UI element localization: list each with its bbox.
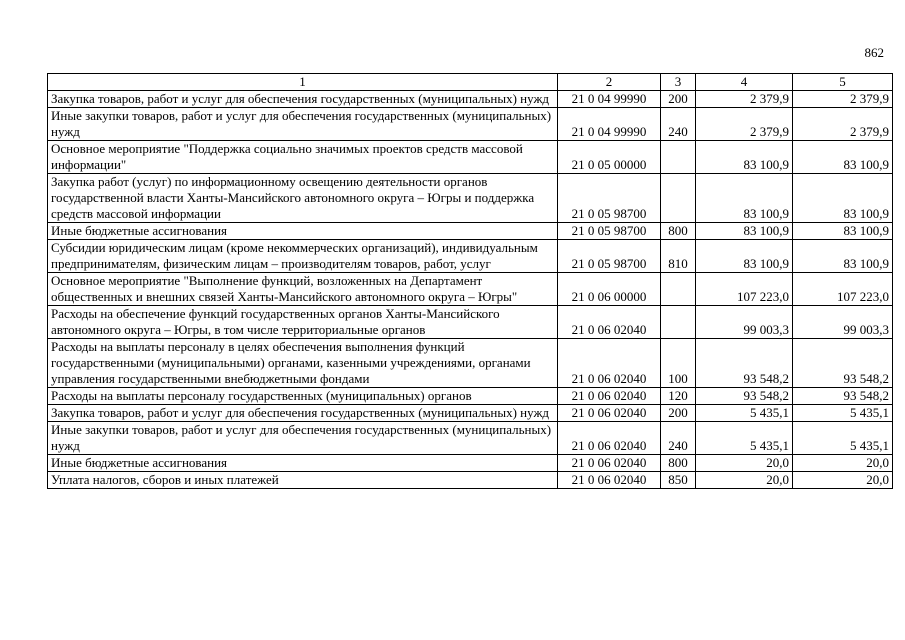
row-sum-col5: 2 379,9 [793, 108, 893, 141]
row-name: Иные закупки товаров, работ и услуг для обеспечения государственных (муниципальных) нужд [48, 108, 558, 141]
row-code: 21 0 06 02040 [558, 388, 661, 405]
row-code: 21 0 04 99990 [558, 108, 661, 141]
row-sum-col5: 83 100,9 [793, 141, 893, 174]
row-code: 21 0 06 00000 [558, 273, 661, 306]
row-code: 21 0 05 98700 [558, 223, 661, 240]
row-expense-type [661, 174, 696, 223]
row-code: 21 0 06 02040 [558, 455, 661, 472]
row-expense-type: 200 [661, 405, 696, 422]
row-name: Уплата налогов, сборов и иных платежей [48, 472, 558, 489]
row-code: 21 0 06 02040 [558, 472, 661, 489]
row-expense-type: 810 [661, 240, 696, 273]
row-name: Закупка работ (услуг) по информационному освещению деятельности органов государственной власти Ханты-Мансийского автономного округа – Югры и поддержка средств массовой информации [48, 174, 558, 223]
row-expense-type: 100 [661, 339, 696, 388]
row-expense-type: 240 [661, 422, 696, 455]
row-expense-type [661, 273, 696, 306]
row-sum-col4: 5 435,1 [696, 405, 793, 422]
row-name: Основное мероприятие "Поддержка социально значимых проектов средств массовой информации" [48, 141, 558, 174]
row-expense-type [661, 306, 696, 339]
table-row [48, 91, 893, 108]
row-name: Расходы на обеспечение функций государственных органов Ханты-Мансийского автономного округа – Югры, в том числе территориальные органов [48, 306, 558, 339]
row-expense-type: 800 [661, 455, 696, 472]
row-code: 21 0 06 02040 [558, 405, 661, 422]
row-sum-col5: 2 379,9 [793, 91, 893, 108]
row-sum-col4: 83 100,9 [696, 223, 793, 240]
column-header-5: 5 [793, 74, 893, 91]
row-name: Закупка товаров, работ и услуг для обеспечения государственных (муниципальных) нужд [48, 91, 558, 108]
row-expense-type: 200 [661, 91, 696, 108]
table-row [48, 273, 893, 306]
row-sum-col5: 107 223,0 [793, 273, 893, 306]
row-code: 21 0 06 02040 [558, 422, 661, 455]
row-sum-col4: 20,0 [696, 455, 793, 472]
row-sum-col4: 93 548,2 [696, 339, 793, 388]
row-name: Иные закупки товаров, работ и услуг для обеспечения государственных (муниципальных) нужд [48, 422, 558, 455]
row-sum-col4: 83 100,9 [696, 240, 793, 273]
table-header-row [48, 74, 893, 91]
row-expense-type: 800 [661, 223, 696, 240]
row-sum-col4: 93 548,2 [696, 388, 793, 405]
column-header-2: 2 [558, 74, 661, 91]
row-sum-col4: 107 223,0 [696, 273, 793, 306]
row-name: Расходы на выплаты персоналу государственных (муниципальных) органов [48, 388, 558, 405]
row-sum-col5: 93 548,2 [793, 388, 893, 405]
table-row [48, 223, 893, 240]
table-row [48, 339, 893, 388]
row-sum-col5: 5 435,1 [793, 405, 893, 422]
row-code: 21 0 06 02040 [558, 306, 661, 339]
row-sum-col5: 83 100,9 [793, 223, 893, 240]
row-sum-col5: 83 100,9 [793, 174, 893, 223]
row-sum-col4: 2 379,9 [696, 108, 793, 141]
row-code: 21 0 04 99990 [558, 91, 661, 108]
row-code: 21 0 05 98700 [558, 240, 661, 273]
row-sum-col5: 5 435,1 [793, 422, 893, 455]
budget-table [47, 73, 893, 489]
row-sum-col4: 20,0 [696, 472, 793, 489]
table-row [48, 422, 893, 455]
table-row [48, 240, 893, 273]
row-name: Основное мероприятие "Выполнение функций, возложенных на Департамент общественных и внешних связей Ханты-Мансийского автономного округа – Югры" [48, 273, 558, 306]
table-row [48, 388, 893, 405]
row-code: 21 0 06 02040 [558, 339, 661, 388]
row-sum-col4: 83 100,9 [696, 141, 793, 174]
row-name: Иные бюджетные ассигнования [48, 223, 558, 240]
row-sum-col4: 99 003,3 [696, 306, 793, 339]
column-header-3: 3 [661, 74, 696, 91]
table-row [48, 174, 893, 223]
row-sum-col5: 20,0 [793, 472, 893, 489]
table-row [48, 108, 893, 141]
table-row [48, 405, 893, 422]
row-expense-type: 120 [661, 388, 696, 405]
column-header-4: 4 [696, 74, 793, 91]
row-name: Закупка товаров, работ и услуг для обеспечения государственных (муниципальных) нужд [48, 405, 558, 422]
row-sum-col5: 99 003,3 [793, 306, 893, 339]
row-name: Субсидии юридическим лицам (кроме некоммерческих организаций), индивидуальным предпринимателям, физическим лицам – производителям товаров, работ, услуг [48, 240, 558, 273]
page-number: 862 [864, 45, 884, 60]
row-expense-type [661, 141, 696, 174]
table-row [48, 455, 893, 472]
row-sum-col4: 83 100,9 [696, 174, 793, 223]
row-sum-col5: 93 548,2 [793, 339, 893, 388]
row-sum-col4: 2 379,9 [696, 91, 793, 108]
row-name: Иные бюджетные ассигнования [48, 455, 558, 472]
row-sum-col5: 20,0 [793, 455, 893, 472]
table-row [48, 472, 893, 489]
column-header-1: 1 [48, 74, 558, 91]
table-row [48, 141, 893, 174]
table-row [48, 306, 893, 339]
row-sum-col4: 5 435,1 [696, 422, 793, 455]
row-code: 21 0 05 00000 [558, 141, 661, 174]
row-sum-col5: 83 100,9 [793, 240, 893, 273]
row-code: 21 0 05 98700 [558, 174, 661, 223]
row-expense-type: 850 [661, 472, 696, 489]
row-name: Расходы на выплаты персоналу в целях обеспечения выполнения функций государственными (муниципальными) органами, казенными учреждениями, органами управления государственными внебюджетными фондами [48, 339, 558, 388]
row-expense-type: 240 [661, 108, 696, 141]
